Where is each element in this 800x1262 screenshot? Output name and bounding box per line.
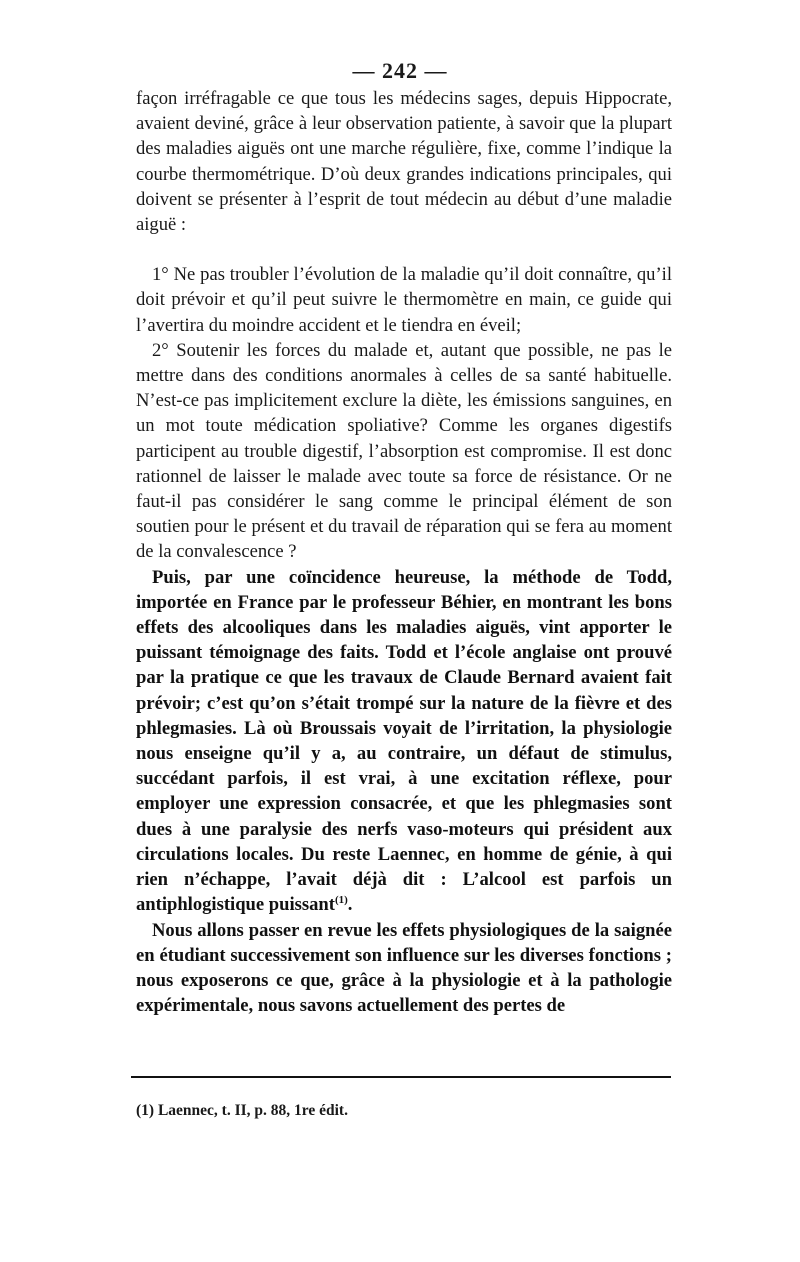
paragraph-saignee: Nous allons passer en revue les effets physiologiques de la saignée en étudiant successivement son influence sur les diverses fonctions ; nous exposerons ce que, grâce à la physiologie et à la pathologie expérimentale, nous savons actuellement des pertes de [136, 919, 672, 1017]
paragraph-todd-method: Puis, par une coïncidence heureuse, la méthode de Todd, importée en France par le professeur Béhier, en montrant les bons effets des alcooliques dans les maladies aiguës, vint apporter le puissant témoignage des faits. Todd et l’école anglaise ont prouvé par la pratique ce que les travaux de Claude Bernard avaient fait prévoir; c’est qu’on s’était trompé sur la nature de la fièvre et des phlegmasies. Là où Broussais voyait de l’irritation, la physiologie nous enseigne qu’il y a, au contraire, un défaut de stimulus, succédant parfois, il est vrai, à une excitation réflexe, pour employer une expression consacrée, et que les phlegmasies sont dues à une paralysie des nerfs vaso-moteurs qui président aux circulations locales. Du reste Laennec, en homme de génie, à qui rien n’échappe, l’avait déjà dit : L’alcool est parfois un antiphlogistique puissant$^{(1)}$. [136, 566, 672, 916]
footnote [136, 1100, 672, 1122]
footnote-text: Laennec, t. II, p. 88, 1re édit. [157, 1102, 348, 1119]
page-number: — 242 — [352, 58, 448, 83]
footnote-divider [131, 1076, 671, 1078]
body-text [136, 86, 672, 1018]
footnote-reference: (1) [334, 894, 348, 907]
paragraph-intro: façon irréfragable ce que tous les médecins sages, depuis Hippocrate, avaient deviné, grâce à leur observation patiente, à savoir que la plupart des maladies aiguës ont une marche régulière, fixe, comme l’indique la courbe thermométrique. D’où deux grandes indications principales, qui doivent se présenter à l’esprit de tout médecin au début d’une maladie aiguë : [136, 88, 672, 236]
paragraph-todd-text: Puis, par une coïncidence heureuse, la méthode de Todd, importée en France par le professeur Béhier, en montrant les bons effets des alcooliques dans les maladies aiguës, vint apporter le puissant témoignage des faits. Todd et l’école anglaise ont prouvé par la pratique ce que les travaux de Claude Bernard avaient fait prévoir; c’est qu’on s’était trompé sur la nature de la fièvre et des phlegmasies. Là où Broussais voyait de l’irritation, la physiologie nous enseigne qu’il y a, au contraire, un défaut de stimulus, succédant parfois, il est vrai, à une excitation réflexe, pour employer une expression consacrée, et que les phlegmasies sont dues à une paralysie des nerfs vaso-moteurs qui président aux circulations locales. Du reste Laennec, en homme de génie, à qui rien n’échappe, l’avait déjà dit : L’alcool est parfois un antiphlogistique puissant [136, 566, 672, 916]
footnote-marker: (1) [136, 1102, 155, 1119]
paragraph-point-1: 1° Ne pas troubler l’évolution de la maladie qu’il doit connaître, qu’il doit prévoir et qu’il peut suivre le thermomètre en main, ce guide qui l’avertira du moindre accident et le tiendra en éveil; [136, 264, 672, 336]
paragraph-point-2: 2° Soutenir les forces du malade et, autant que possible, ne pas le mettre dans des conditions anormales à celles de sa santé habituelle. N’est-ce pas implicitement exclure la diète, les émissions sanguines, en un mot toute médication spoliative? Comme les organes digestifs participent au trouble digestif, l’absorption est compromise. Il est donc rationnel de laisser le malade avec toute sa force de résistance. Or ne faut-il pas considérer le sang comme le principal élément de son soutien pour le présent et du travail de réparation qui se fera au moment de la convalescence ? [136, 339, 672, 563]
